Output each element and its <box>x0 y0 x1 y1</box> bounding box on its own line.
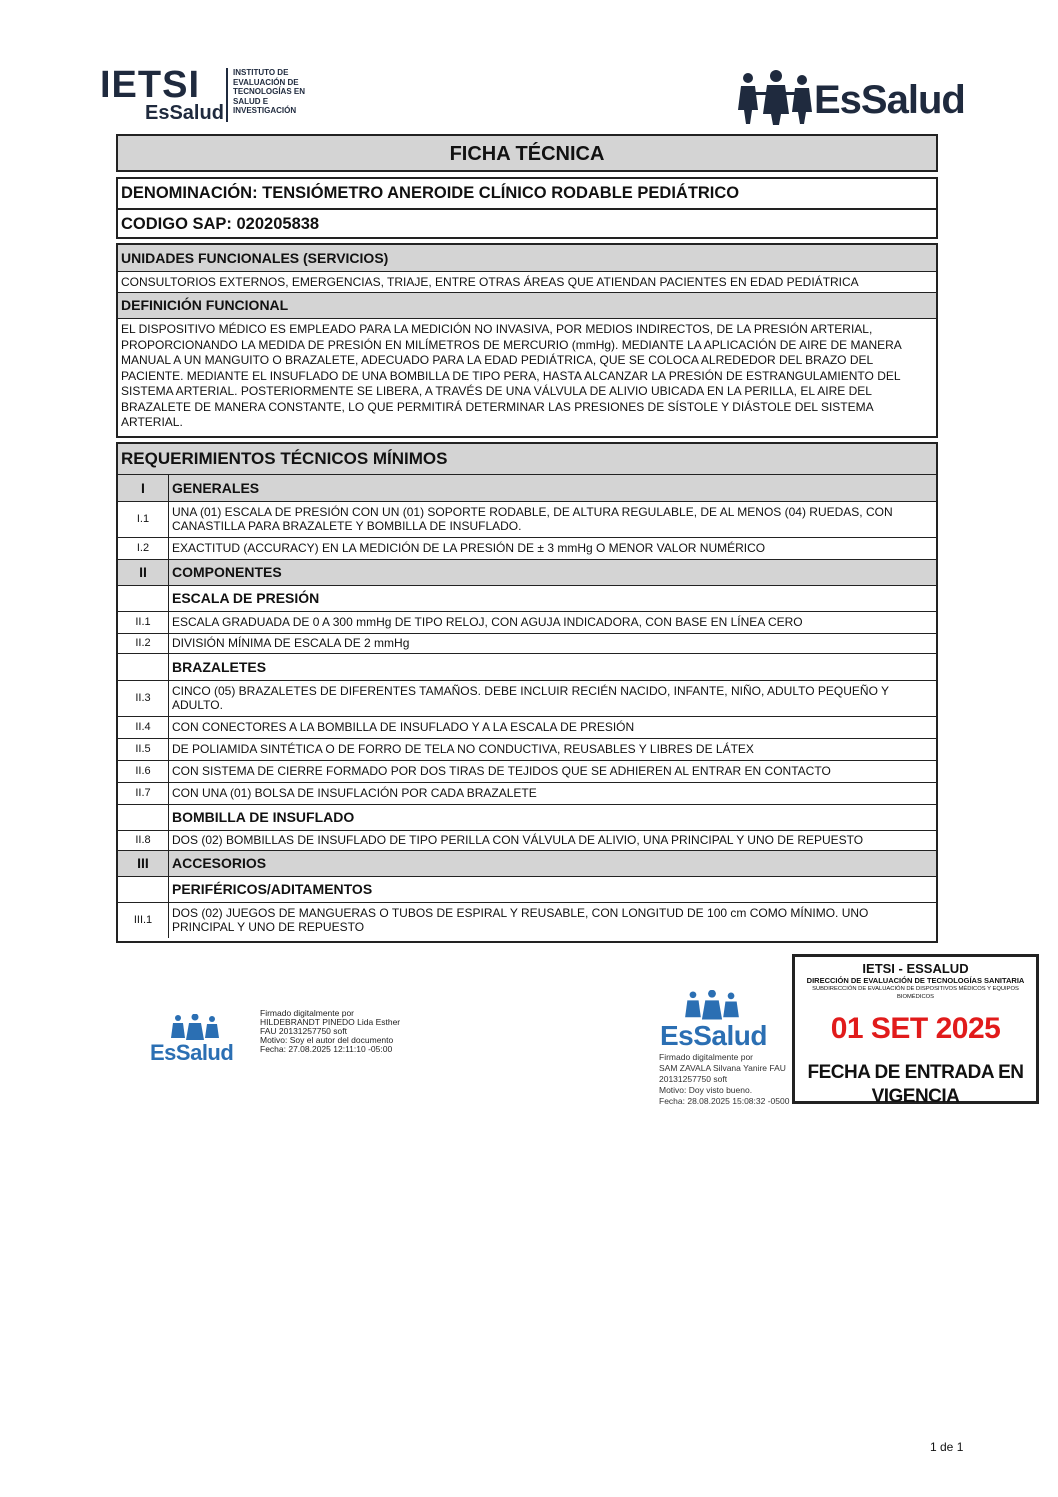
req-text: CINCO (05) BRAZALETES DE DIFERENTES TAMAÑOS. DEBE INCLUIR RECIÉN NACIDO, INFANTE, NIÑO, ADULTO PEQUEÑO Y ADULTO. <box>169 680 937 716</box>
req-code: II.6 <box>118 760 169 782</box>
req-text: UNA (01) ESCALA DE PRESIÓN CON UN (01) SOPORTE RODABLE, DE ALTURA REGULABLE, DE AL MENOS (04) RUEDAS, CON CANASTILLA PARA BRAZALETE Y BOMBILLA DE INSUFLADO. <box>169 501 937 537</box>
signature-1-logo-text: EsSalud <box>150 1040 234 1065</box>
family-icon <box>736 70 816 126</box>
page-number: 1 de 1 <box>930 1440 964 1454</box>
req-text: CON SISTEMA DE CIERRE FORMADO POR DOS TIRAS DE TEJIDOS QUE SE ADHIEREN AL ENTRAR EN CONTACTO <box>169 760 937 782</box>
signature-1-logo <box>150 1014 232 1066</box>
table-row <box>118 876 936 902</box>
functional-info-box <box>116 243 938 438</box>
req-code: II.3 <box>118 680 169 716</box>
table-row <box>118 804 936 830</box>
req-text: BOMBILLA DE INSUFLADO <box>169 804 937 830</box>
table-row <box>118 716 936 738</box>
signature-2-logo-text: EsSalud <box>660 1020 767 1051</box>
req-text: COMPONENTES <box>169 559 937 585</box>
stamp-direction: DIRECCIÓN DE EVALUACIÓN DE TECNOLOGÍAS SANITARIA <box>806 976 1025 985</box>
ietsi-logo-text: INSTITUTO DE EVALUACIÓN DE TECNOLOGÍAS EN SALUD E INVESTIGACIÓN <box>233 68 306 115</box>
validity-stamp <box>792 954 1039 1107</box>
req-text: ACCESORIOS <box>169 850 937 876</box>
table-row <box>118 559 936 585</box>
req-text: ESCALA DE PRESIÓN <box>169 585 937 611</box>
req-code: II.5 <box>118 738 169 760</box>
ietsi-logo-divider <box>226 68 228 122</box>
signature-2-text: Firmado digitalmente por SAM ZAVALA Silvana Yanire FAU 20131257750 soft Motivo: Doy visto bueno. Fecha: 28.08.2025 15:08:32 -0500 <box>659 1052 790 1106</box>
req-text: DIVISIÓN MÍNIMA DE ESCALA DE 2 mmHg <box>169 633 937 653</box>
stamp-caption: FECHA DE ENTRADA EN VIGENCIA <box>807 1062 1024 1107</box>
sap-code: CODIGO SAP: 020205838 <box>121 215 320 233</box>
req-text: DOS (02) JUEGOS DE MANGUERAS O TUBOS DE ESPIRAL Y REUSABLE, CON LONGITUD DE 100 cm COMO MÍNIMO. UNO PRINCIPAL Y UNO DE REPUESTO <box>169 902 937 938</box>
functional-definition-heading: DEFINICIÓN FUNCIONAL <box>118 293 936 319</box>
table-row <box>118 611 936 633</box>
functional-units-text: CONSULTORIOS EXTERNOS, EMERGENCIAS, TRIAJE, ENTRE OTRAS ÁREAS QUE ATIENDAN PACIENTES EN EDAD PEDIÁTRICA <box>118 272 936 293</box>
ietsi-logo-title: IETSI <box>100 64 201 106</box>
req-code <box>118 653 169 680</box>
req-code <box>118 804 169 830</box>
req-code: II <box>118 559 169 585</box>
table-row <box>118 585 936 611</box>
req-code: I.2 <box>118 537 169 559</box>
req-code: II.1 <box>118 611 169 633</box>
req-code: II.4 <box>118 716 169 738</box>
req-code <box>118 876 169 902</box>
family-icon <box>170 1014 220 1042</box>
table-row <box>118 537 936 559</box>
denomination-box <box>116 177 938 239</box>
ietsi-logo <box>100 66 320 124</box>
table-row <box>118 850 936 876</box>
stamp-subdirection: SUBDIRECCIÓN DE EVALUACIÓN DE DISPOSITIVOS MÉDICOS Y EQUIPOS BIOMÉDICOS <box>812 986 1019 1000</box>
table-row <box>118 760 936 782</box>
req-code <box>118 585 169 611</box>
req-code: III.1 <box>118 902 169 938</box>
requirements-title: REQUERIMIENTOS TÉCNICOS MÍNIMOS <box>118 444 936 475</box>
req-text: PERIFÉRICOS/ADITAMENTOS <box>169 876 937 902</box>
functional-definition-text: EL DISPOSITIVO MÉDICO ES EMPLEADO PARA LA MEDICIÓN NO INVASIVA, POR MEDIOS INDIRECTOS, DE LA PRESIÓN ARTERIAL, PROPORCIONANDO LA MEDIDA DE PRESIÓN EN MILÍMETROS DE MERCURIO (mmHg). MEDIANTE LA APLICACIÓN DE AIRE DE MANERA MANUAL A UN MANGUITO O BRAZALETE, ADECUADO PARA LA EDAD PEDIÁTRICA, QUE SE COLOCA ALREDEDOR DEL BRAZO DEL PACIENTE. MEDIANTE EL INSUFLADO DE UNA BOMBILLA DE TIPO PERA, HASTA ALCANZAR LA PRESIÓN DE ESTRANGULAMIENTO DEL SISTEMA ARTERIAL. POSTERIORMENTE SE LIBERA, A TRAVÉS DE UNA VÁLVULA DE ALIVIO UBICADA EN LA PERILLA, EL AIRE DEL BRAZALETE DE MANERA CONSTANTE, LO QUE PERMITIRÁ DETERMINAR LAS PRESIONES DE SÍSTOLE Y DIÁSTOLE DEL SISTEMA ARTERIAL. <box>121 322 902 429</box>
table-row <box>118 830 936 850</box>
essalud-logo <box>736 70 965 126</box>
functional-units-heading: UNIDADES FUNCIONALES (SERVICIOS) <box>118 245 936 272</box>
table-row <box>118 680 936 716</box>
requirements-box <box>116 442 938 943</box>
ietsi-logo-subtitle: EsSalud <box>145 102 224 124</box>
table-row <box>118 738 936 760</box>
req-code: II.7 <box>118 782 169 804</box>
req-text: CON UNA (01) BOLSA DE INSUFLACIÓN POR CADA BRAZALETE <box>169 782 937 804</box>
denomination: DENOMINACIÓN: TENSIÓMETRO ANEROIDE CLÍNICO RODABLE PEDIÁTRICO <box>118 179 936 210</box>
req-text: DOS (02) BOMBILLAS DE INSUFLADO DE TIPO PERILLA CON VÁLVULA DE ALIVIO, UNA PRINCIPAL Y UNO DE REPUESTO <box>169 830 937 850</box>
req-code: II.8 <box>118 830 169 850</box>
req-text: DE POLIAMIDA SINTÉTICA O DE FORRO DE TELA NO CONDUCTIVA, REUSABLES Y LIBRES DE LÁTEX <box>169 738 937 760</box>
req-text: EXACTITUD (ACCURACY) EN LA MEDICIÓN DE LA PRESIÓN DE ± 3 mmHg O MENOR VALOR NUMÉRICO <box>169 537 937 559</box>
req-text: GENERALES <box>169 475 937 501</box>
req-code: I <box>118 475 169 501</box>
req-code: II.2 <box>118 633 169 653</box>
req-text: CON CONECTORES A LA BOMBILLA DE INSUFLADO Y A LA ESCALA DE PRESIÓN <box>169 716 937 738</box>
table-row <box>118 633 936 653</box>
req-code: III <box>118 850 169 876</box>
table-row <box>118 653 936 680</box>
stamp-date: 01 SET 2025 <box>830 1012 1001 1045</box>
stamp-institution: IETSI - ESSALUD <box>862 961 969 976</box>
req-text: ESCALA GRADUADA DE 0 A 300 mmHg DE TIPO RELOJ, CON AGUJA INDICADORA, CON BASE EN LÍNEA CERO <box>169 611 937 633</box>
family-icon <box>684 990 740 1022</box>
signature-1-text: Firmado digitalmente por HILDEBRANDT PINEDO Lida Esther FAU 20131257750 soft Motivo: Soy el autor del documento Fecha: 27.08.2025 12:11:10 -05:00 <box>260 1008 401 1054</box>
essalud-logo-text: EsSalud <box>814 78 965 122</box>
table-row <box>118 782 936 804</box>
table-row <box>118 475 936 501</box>
req-text: BRAZALETES <box>169 653 937 680</box>
req-code: I.1 <box>118 501 169 537</box>
table-row <box>118 902 936 938</box>
signature-2-logo <box>660 990 767 1052</box>
document-title: FICHA TÉCNICA <box>116 134 938 172</box>
table-row <box>118 501 936 537</box>
requirements-table <box>118 475 936 938</box>
